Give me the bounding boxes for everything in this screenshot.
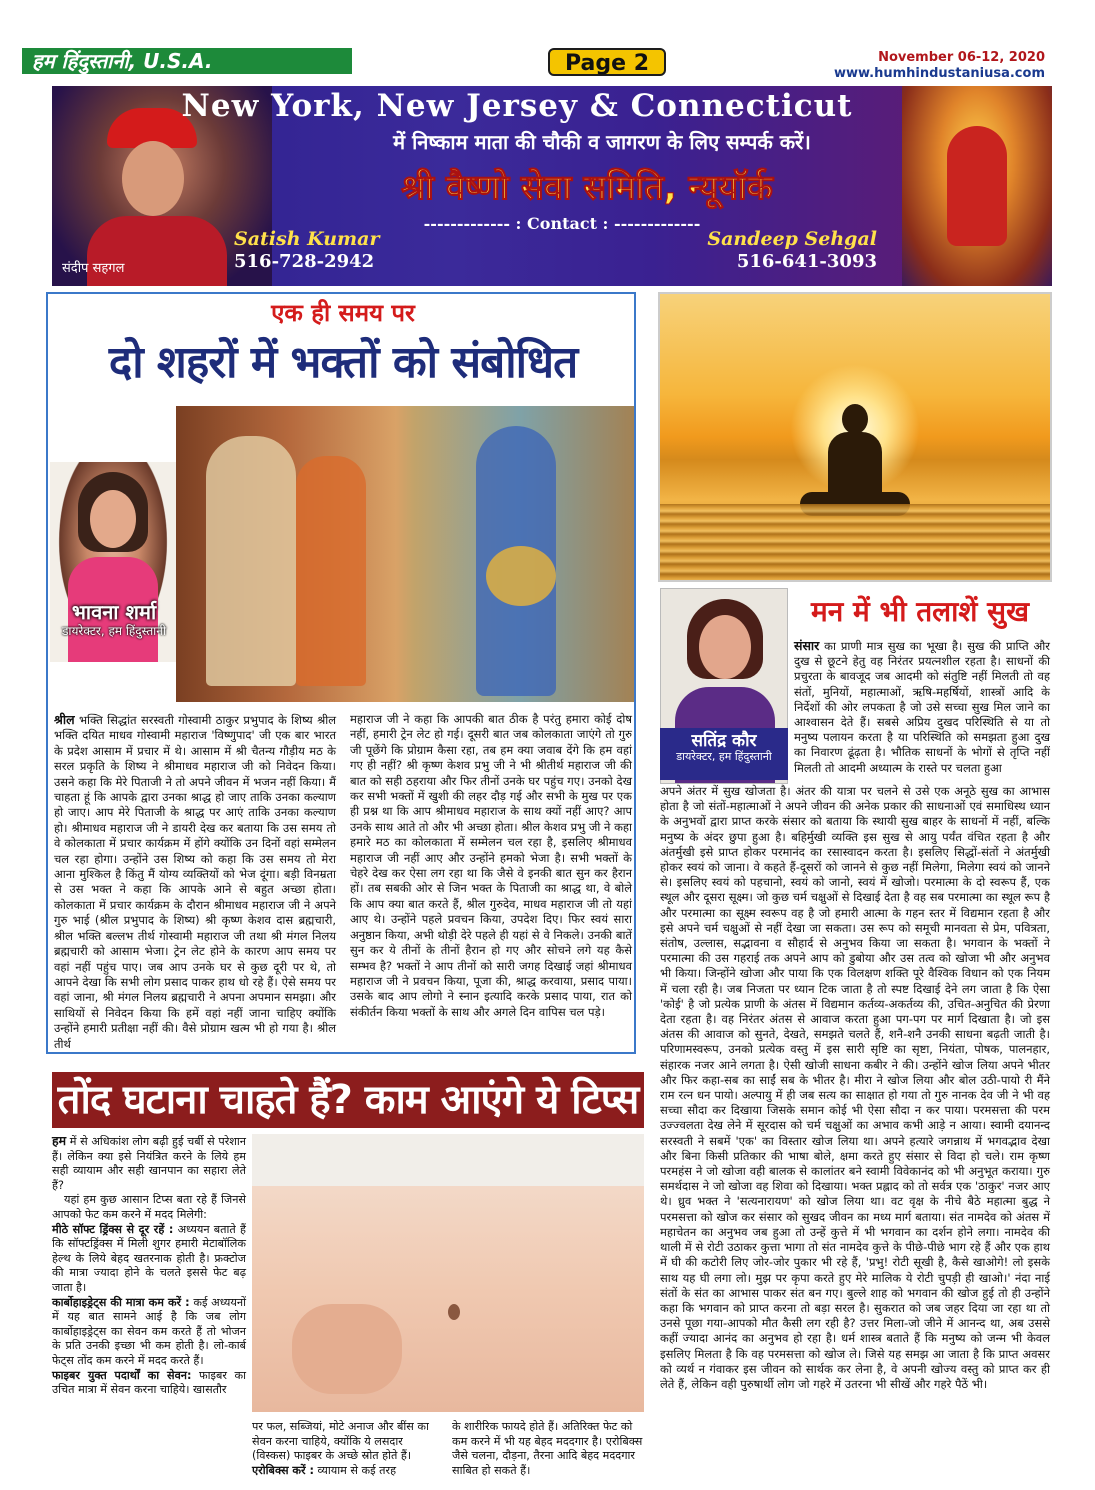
banner-ad <box>52 86 1052 286</box>
belly-image-top <box>252 1134 644 1186</box>
goddess-image <box>902 86 1052 286</box>
tip-carbs <box>52 1296 246 1369</box>
article2-headline: मन में भी तलाशें सुख <box>810 595 1030 628</box>
author2-face <box>699 615 751 679</box>
article3-c2-text: पर फल, सब्जियां, मोटे अनाज और बींस का सेवन करना चाहिये, क्योंकि ये लसदार (विस्कस) फाइबर के अच्छे स्रोत होते हैं। <box>252 1420 429 1463</box>
belly-image <box>252 1134 644 1412</box>
article1-lead-word: श्रील <box>54 712 75 727</box>
author1-name: भावना शर्मा <box>71 600 157 624</box>
article2-body: अपने अंतर में सुख खोजता है। अंतर की यात्रा पर चलने से उसे एक अनूठे सुख का आभास होता है जो संतों-महात्माओं ने अपने जीवन की अनेक प्रकार की साधनाओं एवं समाधिस्थ ध्यान के अनुभवों द्वारा प्राप्त करके संसार को बताया कि स्थायी सुख बाहर के साधनों में नहीं, बल्कि मनुष्य के अंदर छुपा हुआ है। बहिर्मुखी व्यक्ति इस सुख से आयु पर्यंत वंचित रहता है और अंतर्मुखी इसे प्राप्त होकर परमानंद का रसास्वादन करता है। इसलिए सिद्धों-संतों ने अंतर्मुखी होकर स्वयं को जाना। वे कहते हैं-दूसरों को जानने से कुछ नहीं मिलेगा, मिलेगा स्वयं को जानने से। इसलिए स्वयं को पहचानो, स्वयं को जानो, स्वयं में खोजो। परमात्मा के दो स्वरूप हैं, एक स्थूल और दूसरा सूक्ष्म। जो कुछ चर्म चक्षुओं से दिखाई देता है वह सब परमात्मा का स्थूल रूप है और परमात्मा का सूक्ष्म स्वरूप वह है जो हमारी आत्मा के गहन स्तर में विद्यमान रहता है और इसे अपने चर्म चक्षुओं से नहीं देखा जा सकता। उस रूप को समूची मानवता से प्रेम, पवित्रता, संतोष, उल्लास, सद्भावना व सौहार्द से अनुभव किया जा सकता है। भगवान के भक्तों ने परमात्मा की उस गहराई तक अपने आप को डुबोया और उस तत्व को खोजा भी और अनुभव भी किया। जिन्होंने खोजा और पाया कि एक विलक्षण शक्ति पूरे वैश्विक विधान को एक नियम में चला रही है। जब निजता पर ध्यान टिक जाता है तो स्पष्ट दिखाई देने लग जाता है कि ऐसा 'कोई' है जो प्रत्येक प्राणी के अंतस में विद्यमान कर्तव्य-अकर्तव्य की, उचित-अनुचित की प्रेरणा देता रहता है। वह निरंतर अंतस से आवाज करता हुआ पग-पग पर मार्ग दिखाता है। जो इस अंतस की आवाज को सुनते, देखते, समझते चलते हैं, शनै-शनै उनकी साधना बढ़ती जाती है। परिणामस्वरूप, उनको प्रत्येक वस्तु में इस सारी सृष्टि का सृष्टा, नियंता, पोषक, पालनहार, संहारक नजर आने लगता है। ऐसी खोजी साधना कबीर ने की। उन्होंने खोज लिया अपने भीतर और फिर कहा-सब का साईं सब के भीतर है। मीरा ने खोज लिया और बोल उठी-पायो री मैंने राम रत्न धन पायो। अल्पायु में ही जब सत्य का साक्षात हो गया तो गुरु नानक देव जी ने भी वह सच्चा सौदा कर दिखाया जिसके समान कोई भी ऐसा सौदा न कर पाया। परमसत्ता की परम उज्ज्वलता देख लेने में सूरदास को चर्म चक्षुओं का अभाव कभी आड़े न आया। स्वामी दयानन्द सरस्वती ने सबमें 'एक' का विस्तार खोज लिया था। अपने हत्यारे जगन्नाथ में भगवद्भाव देखा और बिना किसी प्रतिकार की भाषा बोले, क्षमा करते हुए संसार से विदा हो चले। राम कृष्ण परमहंस ने जो खोजा वही बालक से कालांतर बने स्वामी विवेकानंद को भी अनुभूत कराया। गुरु समर्थदास ने जो खोजा वह शिवा को दिखाया। भक्त प्रह्लाद को तो सर्वत्र एक 'ठाकुर' नजर आए थे। ध्रुव भक्त ने 'सत्यनारायण' को खोज लिया था। वट वृक्ष के नीचे बैठे महात्मा बुद्ध ने परमसत्ता को खोज कर संसार को सुखद जीवन का मध्य मार्ग बताया। संत नामदेव को अंतस में महाचेतन का अनुभव जब हुआ तो उन्हें कुत्ते में भी भगवान का दर्शन होने लगा। नामदेव की थाली में से रोटी उठाकर कुत्ता भागा तो संत नामदेव कुत्ते के पीछे-पीछे भाग रहे हैं और एक हाथ में घी की कटोरी लिए जोर-जोर पुकार भी रहे हैं, 'प्रभु! रोटी सूखी है, कैसे खाओगे! लो इसके साथ यह घी लगा लो। मुझ पर कृपा करते हुए मेरे मालिक ये रोटी चुपड़ी ही खाओ।' नंदा नाई संतों के संत का आभास पाकर संत बन गए। बुल्ले शाह को भगवान की खोज हुई तो ही उन्होंने कहा कि भगवान को प्राप्त करना तो बड़ा सरल है। सुकरात को जब जहर दिया जा रहा था तो उनसे पूछा गया-आपको मौत कैसी लग रही है? उत्तर मिला-जो जीने में आनन्द था, अब उससे कहीं ज्यादा आनंद का अनुभव हो रहा है। धर्म शास्त्र बताते हैं कि मनुष्य को जन्म भी केवल इसलिए मिलता है कि वह परमसत्ता को खोज ले। जिसे यह समझ आ जाता है कि प्राप्त अवसर को व्यर्थ न गंवाकर इस जीवन को सार्थक कर लेना है, वे अपनी खोज्य वस्तु को प्राप्त कर ही लेते हैं, लेकिन वही पुरुषार्थी लोग जो गहरे में उतरना भी सीखें और गहरे पैठें भी। <box>660 784 1050 1391</box>
banner-person-caption: संदीप सहगल <box>62 261 125 276</box>
banner-contact-label: ------------- : Contact : ------------- <box>423 214 701 233</box>
tip1-text: अध्ययन बताते हैं कि सॉफ्टड्रिंक्स में मिली शुगर हमारी मेटाबॉलिक हेल्थ के लिये बेहद खतरनाक होती है। फ्रक्टोज की मात्रा ज्यादा होने के चलते इससे फेट बढ़ जाता है। <box>52 1222 246 1294</box>
article3-p1: में से अधिकांश लोग बढ़ी हुई चर्बी से परेशान हैं। लेकिन क्या इसे नियंत्रित करने के लिये हम सही व्यायाम और सही खानपान का सहारा लेते हैं? <box>52 1135 246 1192</box>
belly-navel <box>448 1304 460 1320</box>
article3-column-2 <box>252 1420 442 1478</box>
contact2-phone: 516-641-3093 <box>736 251 877 272</box>
tip4-title: एरोबिक्स करें : <box>252 1463 314 1477</box>
belly-hand <box>292 1304 402 1394</box>
meditation-water <box>660 504 1050 582</box>
contact2-name: Sandeep Sehgal <box>707 228 877 250</box>
tip3-title: फाइबर युक्त पदार्थों का सेवन: <box>52 1368 192 1382</box>
author2-title: डायरेक्टर, हम हिंदुस्तानी <box>676 750 772 763</box>
painting-figure-4 <box>486 546 556 606</box>
article1-headline: दो शहरों में भक्तों को संबोधित <box>108 337 578 388</box>
issue-date: November 06-12, 2020 <box>878 50 1045 65</box>
page-number: Page 2 <box>548 48 666 76</box>
tip-fiber <box>52 1369 246 1398</box>
meditation-head <box>842 404 868 434</box>
website-link[interactable]: www.humhindustaniusa.com <box>833 66 1045 81</box>
author1-title: डायरेक्टर, हम हिंदुस्तानी <box>61 624 167 638</box>
article2-intro <box>794 638 1050 776</box>
article-happiness <box>658 588 1052 1474</box>
article3-para-1 <box>52 1134 246 1193</box>
devotional-painting <box>176 406 634 702</box>
banner-organization: श्री वैष्णो सेवा समिति, न्यूयॉर्क <box>401 168 773 208</box>
contact1-phone: 516-728-2942 <box>234 251 375 272</box>
article1-column-1 <box>54 712 336 1052</box>
tip2-text: कई अध्ययनों में यह बात सामने आई है कि जब लोग कार्बोहाइड्रेट्स का सेवन कम करते हैं तो भोजन के प्रति उनकी इच्छा भी कम होती है। लो-कार्ब फेट्स तोंद कम करने में मदद करते हैं। <box>52 1295 246 1367</box>
tip-soft-drinks <box>52 1223 246 1296</box>
newspaper-brand: हम हिंदुस्तानी, U.S.A. <box>22 48 352 74</box>
article3-lead-word: हम <box>52 1133 67 1148</box>
author1-face <box>90 490 136 548</box>
banner-tagline: में निष्काम माता की चौकी व जागरण के लिए सम्पर्क करें। <box>393 130 811 154</box>
article2-intro-text: का प्राणी मात्र सुख का भूखा है। सुख की प्राप्ति और दुख से छूटने हेतु वह निरंतर प्रयत्नशील रहता है। साधनों की प्रचुरता के बावजूद जब आदमी को संतुष्टि नहीं मिलती तो वह संतों, मुनियों, महात्माओं, ऋषि-महर्षियों, शास्त्रों आदि के निर्देशों की ओर लपकता है जो उसे सच्चा सुख मिल जाने का आश्वासन देते हैं। सबसे अप्रिय दुखद परिस्थिति से या तो मनुष्य पलायन करता है या परिस्थिति को समझता हुआ दुख का निवारण ढूंढ़ता है। भौतिक साधनों के भोगों से तृप्ति नहीं मिलती तो आदमी अध्यात्म के रास्ते पर चलता हुआ <box>794 639 1050 775</box>
author2-name: सतिंद्र कौर <box>691 731 757 751</box>
article3-column-3: के शारीरिक फायदे होते हैं। अतिरिक्त फेट को कम करने में भी यह बेहद मददगार है। एरोबिक्स जैसे चलना, दौड़ना, तैरना आदि बेहद मददगार साबित हो सकते हैं। <box>452 1420 643 1477</box>
article3-column-1 <box>52 1134 246 1398</box>
meditation-image <box>658 292 1052 582</box>
banner-person-face <box>122 141 184 216</box>
tip1-title: मीठे सॉफ्ट ड्रिंक्स से दूर रहें : <box>52 1222 174 1236</box>
goddess-figure <box>947 126 1007 246</box>
article3-headline: तोंद घटाना चाहते हैं? काम आएंगे ये टिप्स <box>52 1072 644 1128</box>
tip-aerobics <box>252 1464 442 1479</box>
banner-regions: New York, New Jersey & Connecticut <box>181 88 853 124</box>
tip2-title: कार्बोहाइड्रेट्स की मात्रा कम करें : <box>52 1295 190 1309</box>
contact1-name: Satish Kumar <box>234 228 380 250</box>
tip4-text: व्यायाम से कई तरह <box>317 1463 397 1477</box>
article3-para-2: यहां हम कुछ आसान टिप्स बता रहे हैं जिनसे आपको फेट कम करने में मदद मिलेगी: <box>52 1193 246 1221</box>
article2-lead-word: संसार <box>794 638 820 653</box>
painting-figure-2 <box>296 456 366 686</box>
tip3-text: फाइबर का उचित मात्रा में सेवन करना चाहिये। खासतौर <box>52 1368 247 1397</box>
article1-kicker: एक ही समय पर <box>271 299 415 327</box>
article1-col1-text: भक्ति सिद्धांत सरस्वती गोस्वामी ठाकुर प्रभुपाद के शिष्य श्रील भक्ति दयित माधव गोस्वामी महाराज 'विष्णुपाद' जी एक बार भारत के प्रदेश आसाम में प्रचार में थे। आसाम में श्री चैतन्य गौड़ीय मठ के सरल प्रकृति के शिष्य ने श्रीमाधव महाराज जी को निवेदन किया। उसने कहा कि मेरे पिताजी ने तो अपने जीवन में भजन नहीं किया। मैं चाहता हूं कि आपके द्वारा उनका श्राद्ध हो जाए ताकि उनका कल्याण हो जाए। आप मेरे पिताजी के श्राद्ध पर आएं ताकि उनका कल्याण हो। श्रीमाधव महाराज जी ने डायरी देख कर बताया कि उस समय तो वे कोलकाता में प्रचार कार्यक्रम में होंगे क्योंकि उन दिनों वहां सम्मेलन चल रहा होगा। उन्होंने उस शिष्य को कहा कि उस समय तो मेरा आना मुश्किल है किंतु मैं योग्य व्यक्तियों को भेज दूंगा। बड़ी विनम्रता से उस भक्त ने कहा कि आपके आने से बहुत अच्छा होता। कोलकाता में प्रचार कार्यक्रम के दौरान श्रीमाधव महाराज जी ने अपने गुरु भाई (श्रील प्रभुपाद के शिष्य) श्री कृष्ण केशव दास ब्रह्मचारी, श्रील भक्ति बल्लभ तीर्थ गोस्वामी महाराज जी तथा श्री मंगल निलय ब्रह्मचारी को आसाम भेजा। ट्रेन लेट होने के कारण आप समय पर वहां नहीं पहुंच पाए। जब आप उनके घर से कुछ दूरी पर थे, तो आपने देखा कि सभी लोग प्रसाद पाकर हाथ धो रहे हैं। ऐसे समय पर वहां जाना, श्री मंगल निलय ब्रह्मचारी ने अपना अपमान समझा। और साथियों से निवेदन किया कि हमें वहां नहीं जाना चाहिए क्योंकि उन्होंने हमारी प्रतीक्षा नहीं की। वैसे प्रोग्राम खत्म भी हो गया है। श्रील तीर्थ <box>54 713 337 1051</box>
painting-figure-1 <box>206 436 296 686</box>
article-two-cities <box>46 292 636 1054</box>
article1-column-2: महाराज जी ने कहा कि आपकी बात ठीक है परंतु हमारा कोई दोष नहीं, हमारी ट्रेन लेट हो गई। दूसरी बात जब कोलकाता जाएंगे तो गुरु जी पूछेंगे कि प्रोग्राम कैसा रहा, तब हम क्या जवाब देंगे कि हम वहां गए ही नहीं? श्री कृष्ण केशव प्रभु जी ने भी श्रीतीर्थ महाराज जी की बात को सही ठहराया और फिर तीनों उनके घर पहुंच गए। उनको देख कर सभी भक्तों में खुशी की लहर दौड़ गई और सभी के मुख पर एक ही प्रश्न था कि आप श्रीमाधव महाराज के साथ क्यों नहीं आए? आप उनके साथ आते तो और भी अच्छा होता। श्रील केशव प्रभु जी ने कहा हमारे मठ का कोलकाता में सम्मेलन चल रहा है, इसलिए श्रीमाधव महाराज जी नहीं आए और उन्होंने हमको भेजा है। सभी भक्तों के चेहरे देख कर ऐसा लग रहा था कि जैसे वे इनकी बात सुन कर हैरान हों। तब सबकी ओर से जिन भक्त के पिताजी का श्राद्ध था, वे बोले कि आप क्या बात करते हैं, श्रील गुरुदेव, माधव महाराज जी तो यहां आए थे। उन्होंने पहले प्रवचन किया, उपदेश दिए। फिर स्वयं सारा अनुष्ठान किया, अभी थोड़ी देरे पहले ही यहां से वे निकले। उनकी बातें सुन कर ये तीनों के तीनों हैरान हो गए और सोचने लगे यह कैसे सम्भव है? भक्तों ने आप तीनों को सारी जगह दिखाई जहां श्रीमाधव महाराज जी ने प्रवचन किया, पूजा की, श्राद्ध करवाया, प्रसाद पाया। उसके बाद आप लोगो ने स्नान इत्यादि करके प्रसाद पाया, रात को संकीर्तन किया भक्तों के साथ और अगले दिन वापिस चल पड़े। <box>350 712 632 1019</box>
issue-info <box>834 50 1045 82</box>
